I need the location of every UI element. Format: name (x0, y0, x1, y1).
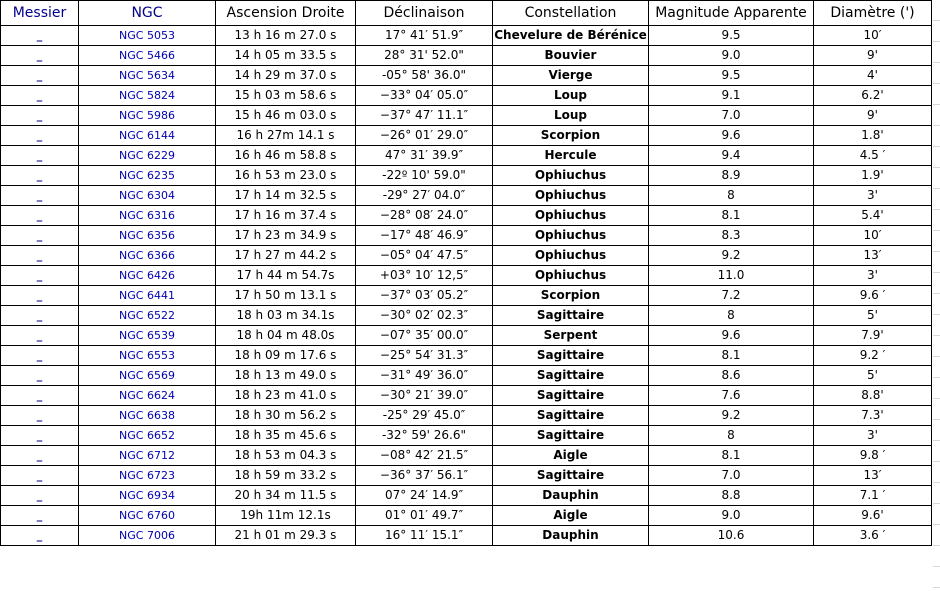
cell-declination: -29° 27′ 04.0″ (356, 186, 493, 206)
cell-diameter: 4.5 ′ (814, 146, 932, 166)
cell-right-ascension: 16 h 46 m 58.8 s (216, 146, 356, 166)
cell-ngc: NGC 6441 (79, 286, 216, 306)
table-row (1, 266, 932, 286)
cell-right-ascension: 14 h 05 m 33.5 s (216, 46, 356, 66)
cell-constellation: Scorpion (493, 126, 649, 146)
cell-constellation: Ophiuchus (493, 206, 649, 226)
cell-diameter: 6.2' (814, 86, 932, 106)
cell-diameter: 1.8' (814, 126, 932, 146)
cell-messier: _ (1, 426, 79, 446)
cell-declination: −36° 37′ 56.1″ (356, 466, 493, 486)
table-row (1, 466, 932, 486)
cell-declination: 16° 11′ 15.1″ (356, 526, 493, 546)
cell-magnitude: 8.8 (649, 486, 814, 506)
table-body (1, 26, 932, 546)
cell-declination: -32° 59' 26.6" (356, 426, 493, 446)
cell-messier: _ (1, 146, 79, 166)
table-row (1, 346, 932, 366)
cell-messier: _ (1, 126, 79, 146)
cell-diameter: 5' (814, 366, 932, 386)
cell-right-ascension: 17 h 16 m 37.4 s (216, 206, 356, 226)
cell-declination: −17° 48′ 46.9″ (356, 226, 493, 246)
cell-magnitude: 9.2 (649, 246, 814, 266)
cell-declination: 47° 31′ 39.9″ (356, 146, 493, 166)
cell-right-ascension: 18 h 03 m 34.1s (216, 306, 356, 326)
table-row (1, 146, 932, 166)
cell-right-ascension: 17 h 14 m 32.5 s (216, 186, 356, 206)
cell-magnitude: 9.6 (649, 126, 814, 146)
cell-right-ascension: 18 h 59 m 33.2 s (216, 466, 356, 486)
cell-messier: _ (1, 406, 79, 426)
table-row (1, 526, 932, 546)
cell-ngc: NGC 6723 (79, 466, 216, 486)
table-row (1, 406, 932, 426)
cell-right-ascension: 16 h 27m 14.1 s (216, 126, 356, 146)
cell-messier: _ (1, 286, 79, 306)
cell-right-ascension: 13 h 16 m 27.0 s (216, 26, 356, 46)
cell-magnitude: 8.1 (649, 206, 814, 226)
cell-messier: _ (1, 446, 79, 466)
header-magnitude: Magnitude Apparente (649, 1, 814, 26)
cell-magnitude: 8.1 (649, 346, 814, 366)
cell-right-ascension: 16 h 53 m 23.0 s (216, 166, 356, 186)
cell-declination: −31° 49′ 36.0″ (356, 366, 493, 386)
cell-magnitude: 9.4 (649, 146, 814, 166)
cell-magnitude: 7.2 (649, 286, 814, 306)
cell-messier: _ (1, 206, 79, 226)
table-row (1, 46, 932, 66)
cell-messier: _ (1, 266, 79, 286)
cell-right-ascension: 18 h 23 m 41.0 s (216, 386, 356, 406)
cell-diameter: 9' (814, 46, 932, 66)
cell-magnitude: 7.0 (649, 466, 814, 486)
cell-magnitude: 7.0 (649, 106, 814, 126)
cell-diameter: 3.6 ′ (814, 526, 932, 546)
cell-messier: _ (1, 526, 79, 546)
cell-ngc: NGC 6539 (79, 326, 216, 346)
table-row (1, 66, 932, 86)
cell-right-ascension: 17 h 44 m 54.7s (216, 266, 356, 286)
table-row (1, 506, 932, 526)
table-row (1, 186, 932, 206)
cell-messier: _ (1, 186, 79, 206)
cell-ngc: NGC 6366 (79, 246, 216, 266)
cell-diameter: 9.8 ′ (814, 446, 932, 466)
cell-right-ascension: 17 h 23 m 34.9 s (216, 226, 356, 246)
cell-diameter: 7.9' (814, 326, 932, 346)
cell-diameter: 3' (814, 266, 932, 286)
cell-constellation: Ophiuchus (493, 246, 649, 266)
cell-right-ascension: 19h 11m 12.1s (216, 506, 356, 526)
cell-right-ascension: 18 h 35 m 45.6 s (216, 426, 356, 446)
cell-diameter: 1.9' (814, 166, 932, 186)
cell-declination: −30° 02′ 02.3″ (356, 306, 493, 326)
cell-messier: _ (1, 86, 79, 106)
cell-declination: 17° 41′ 51.9″ (356, 26, 493, 46)
cell-messier: _ (1, 346, 79, 366)
cell-messier: _ (1, 366, 79, 386)
cell-constellation: Sagittaire (493, 406, 649, 426)
cell-ngc: NGC 6652 (79, 426, 216, 446)
table-row (1, 426, 932, 446)
table-row (1, 86, 932, 106)
table-row (1, 226, 932, 246)
cell-magnitude: 9.2 (649, 406, 814, 426)
cell-right-ascension: 18 h 09 m 17.6 s (216, 346, 356, 366)
cell-diameter: 7.1 ′ (814, 486, 932, 506)
cell-declination: −33° 04′ 05.0″ (356, 86, 493, 106)
cell-declination: 28° 31' 52.0" (356, 46, 493, 66)
cell-ngc: NGC 5053 (79, 26, 216, 46)
cell-constellation: Scorpion (493, 286, 649, 306)
cell-ngc: NGC 5466 (79, 46, 216, 66)
cell-ngc: NGC 6712 (79, 446, 216, 466)
cell-declination: -05° 58' 36.0" (356, 66, 493, 86)
cell-constellation: Serpent (493, 326, 649, 346)
cell-constellation: Ophiuchus (493, 186, 649, 206)
header-constellation: Constellation (493, 1, 649, 26)
cell-magnitude: 9.1 (649, 86, 814, 106)
cell-ngc: NGC 6144 (79, 126, 216, 146)
cell-magnitude: 8.1 (649, 446, 814, 466)
table-row (1, 126, 932, 146)
cell-ngc: NGC 7006 (79, 526, 216, 546)
cell-right-ascension: 18 h 04 m 48.0s (216, 326, 356, 346)
cell-diameter: 8.8' (814, 386, 932, 406)
cell-magnitude: 8.9 (649, 166, 814, 186)
cell-messier: _ (1, 226, 79, 246)
cell-ngc: NGC 5986 (79, 106, 216, 126)
cell-constellation: Dauphin (493, 526, 649, 546)
cell-constellation: Sagittaire (493, 426, 649, 446)
cell-diameter: 4' (814, 66, 932, 86)
cell-right-ascension: 18 h 30 m 56.2 s (216, 406, 356, 426)
cell-right-ascension: 21 h 01 m 29.3 s (216, 526, 356, 546)
cell-ngc: NGC 6356 (79, 226, 216, 246)
cell-declination: -22º 10' 59.0" (356, 166, 493, 186)
cell-messier: _ (1, 506, 79, 526)
cell-constellation: Dauphin (493, 486, 649, 506)
table-row (1, 26, 932, 46)
cell-magnitude: 9.5 (649, 66, 814, 86)
cell-constellation: Ophiuchus (493, 266, 649, 286)
cell-messier: _ (1, 326, 79, 346)
table-row (1, 486, 932, 506)
cell-declination: −30° 21′ 39.0″ (356, 386, 493, 406)
cell-diameter: 13′ (814, 246, 932, 266)
header-declination: Déclinaison (356, 1, 493, 26)
cell-declination: −26° 01′ 29.0″ (356, 126, 493, 146)
cell-constellation: Sagittaire (493, 306, 649, 326)
cell-ngc: NGC 6316 (79, 206, 216, 226)
cell-messier: _ (1, 106, 79, 126)
cell-constellation: Loup (493, 106, 649, 126)
cell-messier: _ (1, 486, 79, 506)
cell-ngc: NGC 5824 (79, 86, 216, 106)
cell-right-ascension: 18 h 53 m 04.3 s (216, 446, 356, 466)
cell-ngc: NGC 6553 (79, 346, 216, 366)
cell-magnitude: 7.6 (649, 386, 814, 406)
table-row (1, 106, 932, 126)
cell-magnitude: 8.6 (649, 366, 814, 386)
cell-ngc: NGC 6760 (79, 506, 216, 526)
cell-declination: −07° 35′ 00.0″ (356, 326, 493, 346)
cell-constellation: Aigle (493, 506, 649, 526)
cell-diameter: 3' (814, 186, 932, 206)
cell-magnitude: 8.3 (649, 226, 814, 246)
cell-constellation: Sagittaire (493, 366, 649, 386)
cell-right-ascension: 15 h 03 m 58.6 s (216, 86, 356, 106)
cell-declination: −05° 04′ 47.5″ (356, 246, 493, 266)
cell-ngc: NGC 6229 (79, 146, 216, 166)
cell-ngc: NGC 6638 (79, 406, 216, 426)
cell-declination: −37° 47′ 11.1″ (356, 106, 493, 126)
cell-magnitude: 8 (649, 186, 814, 206)
cell-declination: −37° 03′ 05.2″ (356, 286, 493, 306)
cell-messier: _ (1, 246, 79, 266)
cell-magnitude: 9.0 (649, 506, 814, 526)
cell-constellation: Ophiuchus (493, 166, 649, 186)
cell-magnitude: 8 (649, 426, 814, 446)
cell-constellation: Sagittaire (493, 386, 649, 406)
cell-constellation: Loup (493, 86, 649, 106)
table-row (1, 206, 932, 226)
table-row (1, 166, 932, 186)
cell-declination: −08° 42′ 21.5″ (356, 446, 493, 466)
cell-constellation: Chevelure de Bérénice (493, 26, 649, 46)
cell-constellation: Aigle (493, 446, 649, 466)
cell-messier: _ (1, 66, 79, 86)
cell-ngc: NGC 6235 (79, 166, 216, 186)
cell-diameter: 3' (814, 426, 932, 446)
cell-right-ascension: 17 h 50 m 13.1 s (216, 286, 356, 306)
cell-messier: _ (1, 46, 79, 66)
header-diameter: Diamètre (') (814, 1, 932, 26)
cell-magnitude: 9.5 (649, 26, 814, 46)
header-row (1, 1, 932, 26)
cell-right-ascension: 20 h 34 m 11.5 s (216, 486, 356, 506)
cell-constellation: Sagittaire (493, 466, 649, 486)
cell-magnitude: 9.6 (649, 326, 814, 346)
table-row (1, 286, 932, 306)
cell-messier: _ (1, 466, 79, 486)
cell-diameter: 9' (814, 106, 932, 126)
cell-magnitude: 11.0 (649, 266, 814, 286)
cell-ngc: NGC 6624 (79, 386, 216, 406)
cell-ngc: NGC 6426 (79, 266, 216, 286)
cell-right-ascension: 15 h 46 m 03.0 s (216, 106, 356, 126)
cell-ngc: NGC 6522 (79, 306, 216, 326)
cell-messier: _ (1, 26, 79, 46)
cell-declination: +03° 10′ 12,5″ (356, 266, 493, 286)
cell-magnitude: 10.6 (649, 526, 814, 546)
cell-constellation: Ophiuchus (493, 226, 649, 246)
header-ngc: NGC (79, 1, 216, 26)
table-row (1, 446, 932, 466)
cell-diameter: 9.6 ′ (814, 286, 932, 306)
cell-diameter: 5' (814, 306, 932, 326)
table-row (1, 326, 932, 346)
cell-declination: 07° 24′ 14.9″ (356, 486, 493, 506)
cell-messier: _ (1, 166, 79, 186)
cell-constellation: Sagittaire (493, 346, 649, 366)
cell-declination: -25° 29′ 45.0″ (356, 406, 493, 426)
table-row (1, 306, 932, 326)
spreadsheet-grid-edge (933, 0, 940, 591)
cell-ngc: NGC 6304 (79, 186, 216, 206)
cell-diameter: 13′ (814, 466, 932, 486)
cell-constellation: Bouvier (493, 46, 649, 66)
table-row (1, 366, 932, 386)
cell-right-ascension: 14 h 29 m 37.0 s (216, 66, 356, 86)
table-header (1, 1, 932, 26)
cell-ngc: NGC 5634 (79, 66, 216, 86)
cell-magnitude: 8 (649, 306, 814, 326)
cell-diameter: 7.3' (814, 406, 932, 426)
cell-diameter: 10′ (814, 26, 932, 46)
header-right-ascension: Ascension Droite (216, 1, 356, 26)
cell-ngc: NGC 6934 (79, 486, 216, 506)
cell-declination: −25° 54′ 31.3″ (356, 346, 493, 366)
cell-magnitude: 9.0 (649, 46, 814, 66)
cell-declination: 01° 01′ 49.7″ (356, 506, 493, 526)
cell-constellation: Vierge (493, 66, 649, 86)
cell-right-ascension: 18 h 13 m 49.0 s (216, 366, 356, 386)
cell-diameter: 9.2 ′ (814, 346, 932, 366)
cell-ngc: NGC 6569 (79, 366, 216, 386)
cell-messier: _ (1, 306, 79, 326)
cell-constellation: Hercule (493, 146, 649, 166)
cell-diameter: 5.4' (814, 206, 932, 226)
cell-diameter: 9.6' (814, 506, 932, 526)
table-row (1, 246, 932, 266)
cell-right-ascension: 17 h 27 m 44.2 s (216, 246, 356, 266)
cell-messier: _ (1, 386, 79, 406)
header-messier: Messier (1, 1, 79, 26)
table-row (1, 386, 932, 406)
cell-diameter: 10′ (814, 226, 932, 246)
cell-declination: −28° 08′ 24.0″ (356, 206, 493, 226)
